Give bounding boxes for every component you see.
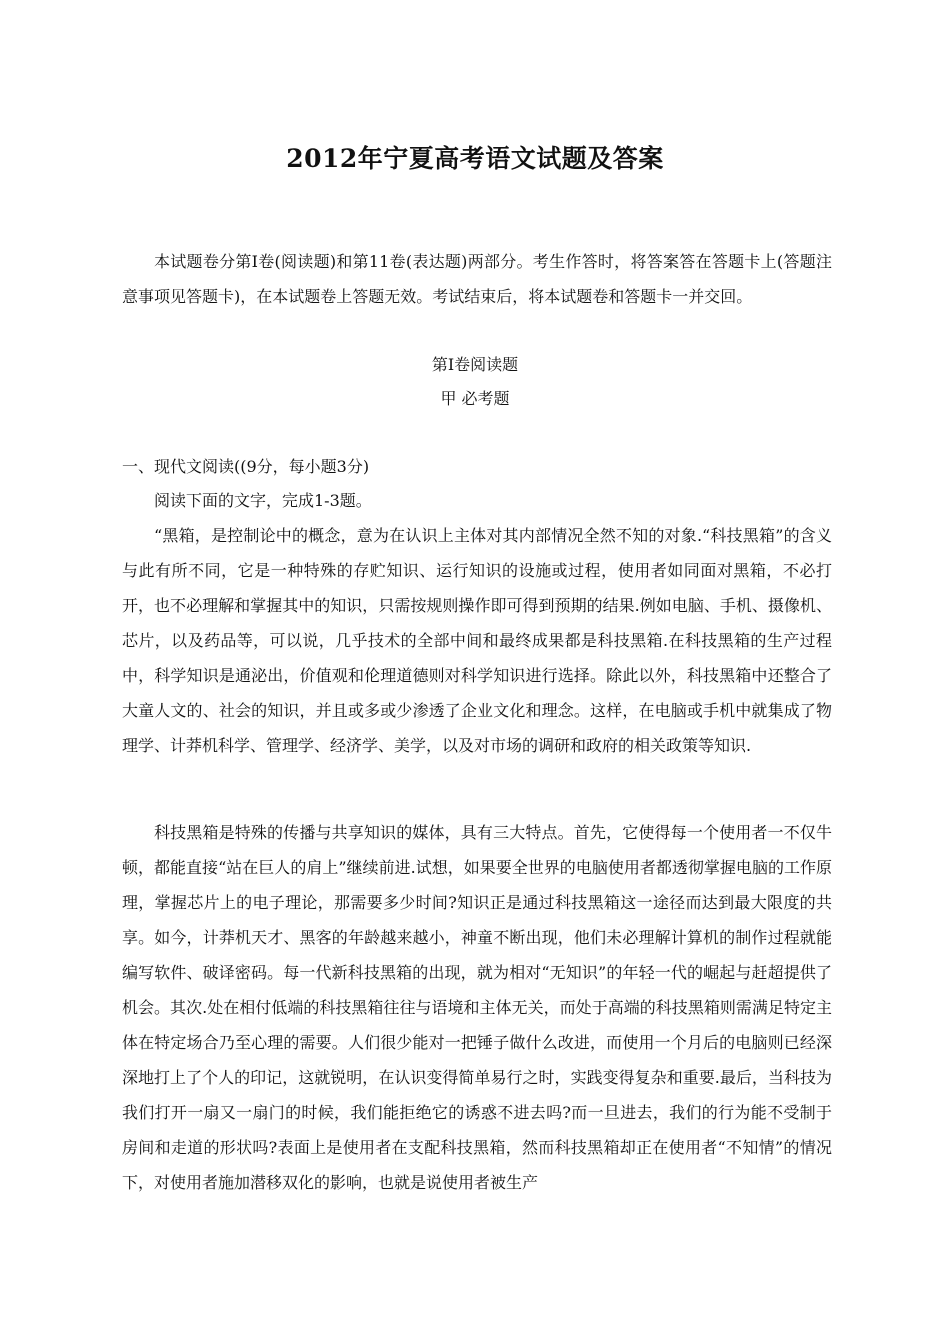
section-heading: 一、现代文阅读((9分，每小题3分) bbox=[122, 457, 370, 476]
document-title: 2012年宁夏高考语文试题及答案 bbox=[286, 143, 664, 173]
passage-paragraph-2: 科技黑箱是特殊的传播与共享知识的媒体，具有三大特点。首先，它使得每一个使用者一不仅牛顿，都能直接“站在巨人的肩上”继续前进.试想，如果要全世界的电脑使用者都透彻掌握电脑的工作原理，掌握芯片上的电子理论，那需要多少时间?知识正是通过科技黑箱这一途径而达到最大限度的共享。如今，计莽机天才、黑客的年龄越来越小，神童不断出现，他们未必理解计算机的制作过程就能编写软件、破译密码。每一代新科技黑箱的出现，就为相对“无知识”的年轻一代的崛起与赶超提供了机会。其次.处在相付低端的科技黑箱往往与语境和主体无关，而处于高端的科技黑箱则需满足特定主体在特定场合乃至心理的需要。人们很少能对一把锤子做什么改进，而使用一个月后的电脑则已经深深地打上了个人的印记，这就锐明，在认识变得简单易行之时，实践变得复杂和重要.最后，当科技为我们打开一扇又一扇门的时候，我们能拒绝它的诱惑不进去吗?而一旦进去，我们的行为能不受制于房间和走道的形状吗?表面上是使用者在支配科技黑箱，然而科技黑箱却正在使用者“不知情”的情况下，对使用者施加潜移双化的影响，也就是说使用者被生产 bbox=[122, 823, 832, 1192]
intro-paragraph: 本试题卷分第Ⅰ卷(阅读题)和第11卷(表达题)两部分。考生作答时，将答案答在答题卡上(答题注意事项见答题卡)，在本试题卷上答题无效。考试结束后，将本试题卷和答题卡一并交回。 bbox=[122, 252, 832, 306]
instruction-line: 阅读下面的文字，完成1-3题。 bbox=[154, 491, 372, 510]
passage-paragraph-1: “黑箱，是控制论中的概念，意为在认识上主体对其内部情况全然不知的对象.“科技黑箱”的含义与此有所不同，它是一种特殊的存贮知识、运行知识的设施或过程，使用者如同面对黑箱，不必打开，也不必理解和掌握其中的知识，只需按规则操作即可得到预期的结果.例如电脑、手机、摄像机、芯片，以及药品等，可以说，几乎技术的全部中间和最终成果都是科技黑箱.在科技黑箱的生产过程中，科学知识是通泌出，价值观和伦理道德则对科学知识进行选择。除此以外，科技黑箱中还整合了大童人文的、社会的知识，并且或多或少渗透了企业文化和理念。这样，在电脑或手机中就集成了物理学、计莽机科学、管理学、经济学、美学，以及对市场的调研和政府的相关政策等知识. bbox=[122, 526, 832, 755]
part-heading: 第Ⅰ卷阅读题 bbox=[431, 355, 519, 374]
sub-heading: 甲 必考题 bbox=[440, 389, 510, 408]
